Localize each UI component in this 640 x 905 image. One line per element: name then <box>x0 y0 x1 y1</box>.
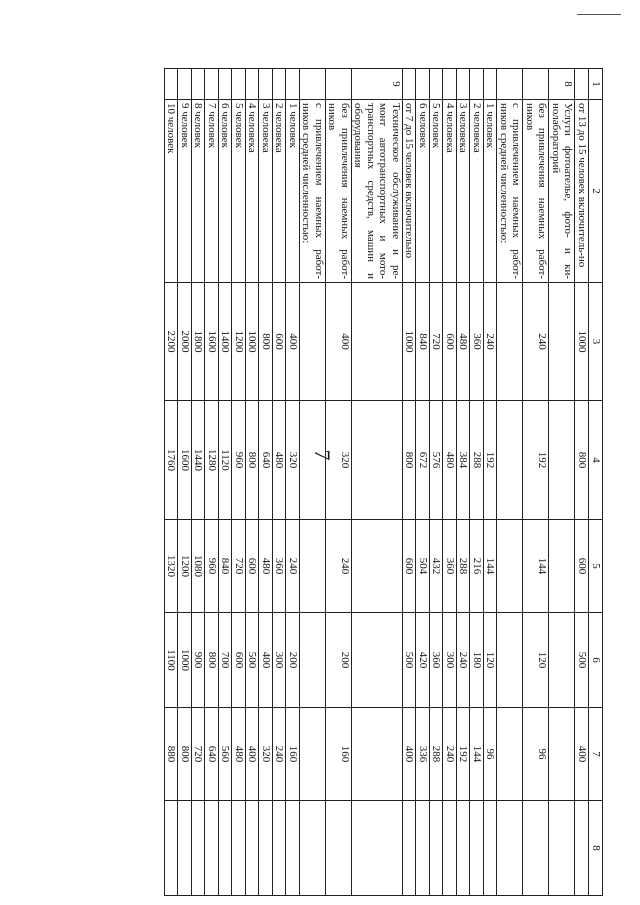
table-row <box>232 69 246 896</box>
amount-cell: 1440 <box>192 401 206 520</box>
amount-cell: 144 <box>484 520 498 613</box>
amount-cell: 240 <box>457 613 471 708</box>
amount-cell: 600 <box>403 520 417 613</box>
activity-description: Техническое обслуживание и ре-монт автотранспортных и мото-транспортных средств, машин и оборудования <box>352 100 403 283</box>
amount-cell: 960 <box>232 401 246 520</box>
amount-cell: 720 <box>430 283 444 401</box>
activity-description: 4 человека <box>443 100 457 283</box>
amount-cell: 336 <box>416 708 430 801</box>
table-row <box>430 69 444 896</box>
scan-artifact-line <box>577 14 621 15</box>
amount-cell: 200 <box>326 613 352 708</box>
amount-cell <box>232 801 246 896</box>
table-row <box>273 69 287 896</box>
amount-cell: 800 <box>259 283 273 401</box>
amount-cell: 840 <box>416 283 430 401</box>
item-number <box>416 69 430 100</box>
amount-cell <box>352 708 403 801</box>
table-row <box>443 69 457 896</box>
activity-description: от 13 до 15 человек включитель-но <box>575 100 589 283</box>
amount-cell: 2000 <box>178 283 192 401</box>
amount-cell: 288 <box>470 401 484 520</box>
amount-cell: 800 <box>246 401 260 520</box>
amount-cell <box>352 613 403 708</box>
item-number <box>300 69 326 100</box>
activity-description: с привлечением наемных работ-ников средней численностью: <box>300 100 326 283</box>
activity-description: 6 человек <box>416 100 430 283</box>
amount-cell: 160 <box>286 708 300 801</box>
amount-cell: 1280 <box>205 401 219 520</box>
amount-cell <box>192 801 206 896</box>
amount-cell: 640 <box>259 401 273 520</box>
amount-cell: 192 <box>484 401 498 520</box>
amount-cell: 300 <box>273 613 287 708</box>
amount-cell <box>497 801 523 896</box>
amount-cell: 1600 <box>178 401 192 520</box>
amount-cell: 1400 <box>219 283 233 401</box>
amount-cell <box>484 801 498 896</box>
amount-cell <box>286 801 300 896</box>
amount-cell: 360 <box>443 520 457 613</box>
item-number <box>470 69 484 100</box>
amount-cell: 1120 <box>219 401 233 520</box>
amount-cell: 700 <box>219 613 233 708</box>
amount-cell: 840 <box>219 520 233 613</box>
column-number: 4 <box>589 401 603 520</box>
activity-description: 5 человек <box>232 100 246 283</box>
amount-cell: 320 <box>286 401 300 520</box>
activity-description: 3 человека <box>259 100 273 283</box>
amount-cell: 192 <box>523 401 549 520</box>
activity-description: 4 человека <box>246 100 260 283</box>
amount-cell: 504 <box>416 520 430 613</box>
amount-cell <box>497 613 523 708</box>
amount-cell <box>165 801 179 896</box>
amount-cell <box>326 801 352 896</box>
item-number <box>165 69 179 100</box>
amount-cell: 480 <box>273 401 287 520</box>
amount-cell: 600 <box>232 613 246 708</box>
amount-cell: 240 <box>523 283 549 401</box>
amount-cell: 480 <box>259 520 273 613</box>
amount-cell: 880 <box>165 708 179 801</box>
amount-cell <box>497 283 523 401</box>
amount-cell: 800 <box>205 613 219 708</box>
amount-cell: 600 <box>273 283 287 401</box>
item-number <box>443 69 457 100</box>
item-number <box>192 69 206 100</box>
item-number <box>178 69 192 100</box>
amount-cell: 672 <box>416 401 430 520</box>
amount-cell: 400 <box>326 283 352 401</box>
amount-cell: 144 <box>470 708 484 801</box>
activity-description: с привлечением наемных работ-ников средней численностью: <box>497 100 523 283</box>
item-number <box>403 69 417 100</box>
item-number <box>484 69 498 100</box>
table-row <box>178 69 192 896</box>
table-row <box>205 69 219 896</box>
amount-cell: 96 <box>523 708 549 801</box>
item-number <box>232 69 246 100</box>
amount-cell: 1000 <box>246 283 260 401</box>
amount-cell: 420 <box>416 613 430 708</box>
amount-cell: 500 <box>575 613 589 708</box>
amount-cell <box>219 801 233 896</box>
amount-cell: 120 <box>484 613 498 708</box>
amount-cell <box>549 401 575 520</box>
amount-cell <box>300 401 326 520</box>
column-number: 3 <box>589 283 603 401</box>
table-row <box>470 69 484 896</box>
amount-cell: 320 <box>259 708 273 801</box>
activity-description: 2 человека <box>273 100 287 283</box>
table-row <box>192 69 206 896</box>
amount-cell: 800 <box>178 708 192 801</box>
item-number <box>575 69 589 100</box>
item-number <box>457 69 471 100</box>
item-number <box>259 69 273 100</box>
amount-cell: 432 <box>430 520 444 613</box>
table-row <box>457 69 471 896</box>
table-body <box>165 69 603 896</box>
table-row <box>246 69 260 896</box>
item-number <box>205 69 219 100</box>
page-number: 7 <box>310 449 335 461</box>
rotated-table-container <box>87 68 603 895</box>
amount-cell: 400 <box>575 708 589 801</box>
amount-cell: 96 <box>484 708 498 801</box>
amount-cell <box>523 801 549 896</box>
amount-cell: 1320 <box>165 520 179 613</box>
table-row <box>497 69 523 896</box>
amount-cell: 360 <box>273 520 287 613</box>
amount-cell: 800 <box>575 401 589 520</box>
amount-cell: 300 <box>443 613 457 708</box>
amount-cell: 1800 <box>192 283 206 401</box>
amount-cell: 1760 <box>165 401 179 520</box>
amount-cell <box>352 520 403 613</box>
amount-cell <box>352 283 403 401</box>
amount-cell <box>497 401 523 520</box>
amount-cell <box>497 708 523 801</box>
amount-cell <box>259 801 273 896</box>
amount-cell: 240 <box>443 708 457 801</box>
column-number: 2 <box>589 100 603 283</box>
amount-cell: 400 <box>259 613 273 708</box>
amount-cell: 1200 <box>178 520 192 613</box>
amount-cell <box>549 283 575 401</box>
amount-cell <box>549 613 575 708</box>
table-row <box>352 69 403 896</box>
activity-description: 10 человек <box>165 100 179 283</box>
item-number <box>219 69 233 100</box>
amount-cell <box>205 801 219 896</box>
amount-cell: 216 <box>470 520 484 613</box>
amount-cell: 720 <box>192 708 206 801</box>
table-row <box>484 69 498 896</box>
activity-description: 9 человек <box>178 100 192 283</box>
amount-cell <box>178 801 192 896</box>
amount-cell: 1000 <box>575 283 589 401</box>
column-number: 1 <box>589 69 603 100</box>
amount-cell: 560 <box>219 708 233 801</box>
item-number <box>497 69 523 100</box>
amount-cell: 500 <box>246 613 260 708</box>
amount-cell: 600 <box>443 283 457 401</box>
amount-cell <box>300 613 326 708</box>
amount-cell: 160 <box>326 708 352 801</box>
amount-cell: 240 <box>484 283 498 401</box>
amount-cell: 320 <box>326 401 352 520</box>
table-row <box>523 69 549 896</box>
amount-cell <box>430 801 444 896</box>
item-number <box>523 69 549 100</box>
activity-description: 6 человек <box>219 100 233 283</box>
activity-description: без привлечения наемных работ-ников <box>326 100 352 283</box>
amount-cell <box>497 520 523 613</box>
amount-cell <box>300 708 326 801</box>
activity-description: 2 человека <box>470 100 484 283</box>
amount-cell: 1000 <box>178 613 192 708</box>
activity-description: от 7 до 15 человек включительно <box>403 100 417 283</box>
amount-cell: 720 <box>232 520 246 613</box>
amount-cell: 600 <box>575 520 589 613</box>
amount-cell: 192 <box>457 708 471 801</box>
amount-cell: 288 <box>457 520 471 613</box>
amount-cell: 144 <box>523 520 549 613</box>
amount-cell: 500 <box>403 613 417 708</box>
amount-cell: 360 <box>470 283 484 401</box>
column-number-row <box>589 69 603 896</box>
amount-cell: 1000 <box>403 283 417 401</box>
amount-cell <box>457 801 471 896</box>
amount-cell: 1080 <box>192 520 206 613</box>
column-number: 7 <box>589 708 603 801</box>
amount-cell: 480 <box>457 283 471 401</box>
amount-cell: 1100 <box>165 613 179 708</box>
activity-description: 8 человек <box>192 100 206 283</box>
table-row <box>416 69 430 896</box>
activity-description: 7 человек <box>205 100 219 283</box>
amount-cell <box>549 708 575 801</box>
item-number <box>286 69 300 100</box>
item-number: 9 <box>352 69 403 100</box>
amount-cell: 240 <box>326 520 352 613</box>
amount-cell: 400 <box>246 708 260 801</box>
column-number: 6 <box>589 613 603 708</box>
amount-cell: 480 <box>443 401 457 520</box>
amount-cell <box>470 801 484 896</box>
amount-cell <box>575 801 589 896</box>
amount-cell <box>273 801 287 896</box>
amount-cell: 576 <box>430 401 444 520</box>
amount-cell: 900 <box>192 613 206 708</box>
amount-cell <box>416 801 430 896</box>
item-number <box>246 69 260 100</box>
table-row <box>549 69 575 896</box>
table-row <box>286 69 300 896</box>
amount-cell: 960 <box>205 520 219 613</box>
activity-description: 1 человек <box>286 100 300 283</box>
amount-cell <box>300 520 326 613</box>
table-row <box>165 69 179 896</box>
amount-cell <box>403 801 417 896</box>
amount-cell: 400 <box>286 283 300 401</box>
amount-cell: 1600 <box>205 283 219 401</box>
activity-description: 3 человека <box>457 100 471 283</box>
amount-cell: 384 <box>457 401 471 520</box>
amount-cell <box>352 801 403 896</box>
amount-cell: 480 <box>232 708 246 801</box>
amount-cell: 600 <box>246 520 260 613</box>
table-row <box>219 69 233 896</box>
amount-cell: 1200 <box>232 283 246 401</box>
table-row <box>575 69 589 896</box>
amount-cell: 640 <box>205 708 219 801</box>
activity-description: 5 человек <box>430 100 444 283</box>
item-number <box>430 69 444 100</box>
amount-cell <box>300 801 326 896</box>
amount-cell: 200 <box>286 613 300 708</box>
item-number: 8 <box>549 69 575 100</box>
amount-cell <box>300 283 326 401</box>
column-number: 8 <box>589 801 603 896</box>
amount-cell: 360 <box>430 613 444 708</box>
amount-cell <box>443 801 457 896</box>
item-number <box>273 69 287 100</box>
table-row <box>259 69 273 896</box>
amount-cell: 800 <box>403 401 417 520</box>
tariff-table <box>164 68 603 896</box>
item-number <box>326 69 352 100</box>
table-row <box>403 69 417 896</box>
amount-cell: 400 <box>403 708 417 801</box>
activity-description: 1 человек <box>484 100 498 283</box>
amount-cell: 240 <box>286 520 300 613</box>
amount-cell: 288 <box>430 708 444 801</box>
activity-description: Услуги фотоателье, фото- и ки-нолабораторий <box>549 100 575 283</box>
amount-cell: 2200 <box>165 283 179 401</box>
amount-cell <box>549 520 575 613</box>
amount-cell <box>549 801 575 896</box>
table-row <box>326 69 352 896</box>
amount-cell <box>352 401 403 520</box>
amount-cell: 240 <box>273 708 287 801</box>
column-number: 5 <box>589 520 603 613</box>
table-row <box>300 69 326 896</box>
amount-cell: 120 <box>523 613 549 708</box>
amount-cell <box>246 801 260 896</box>
activity-description: без привлечения наемных работ-ников <box>523 100 549 283</box>
amount-cell: 180 <box>470 613 484 708</box>
